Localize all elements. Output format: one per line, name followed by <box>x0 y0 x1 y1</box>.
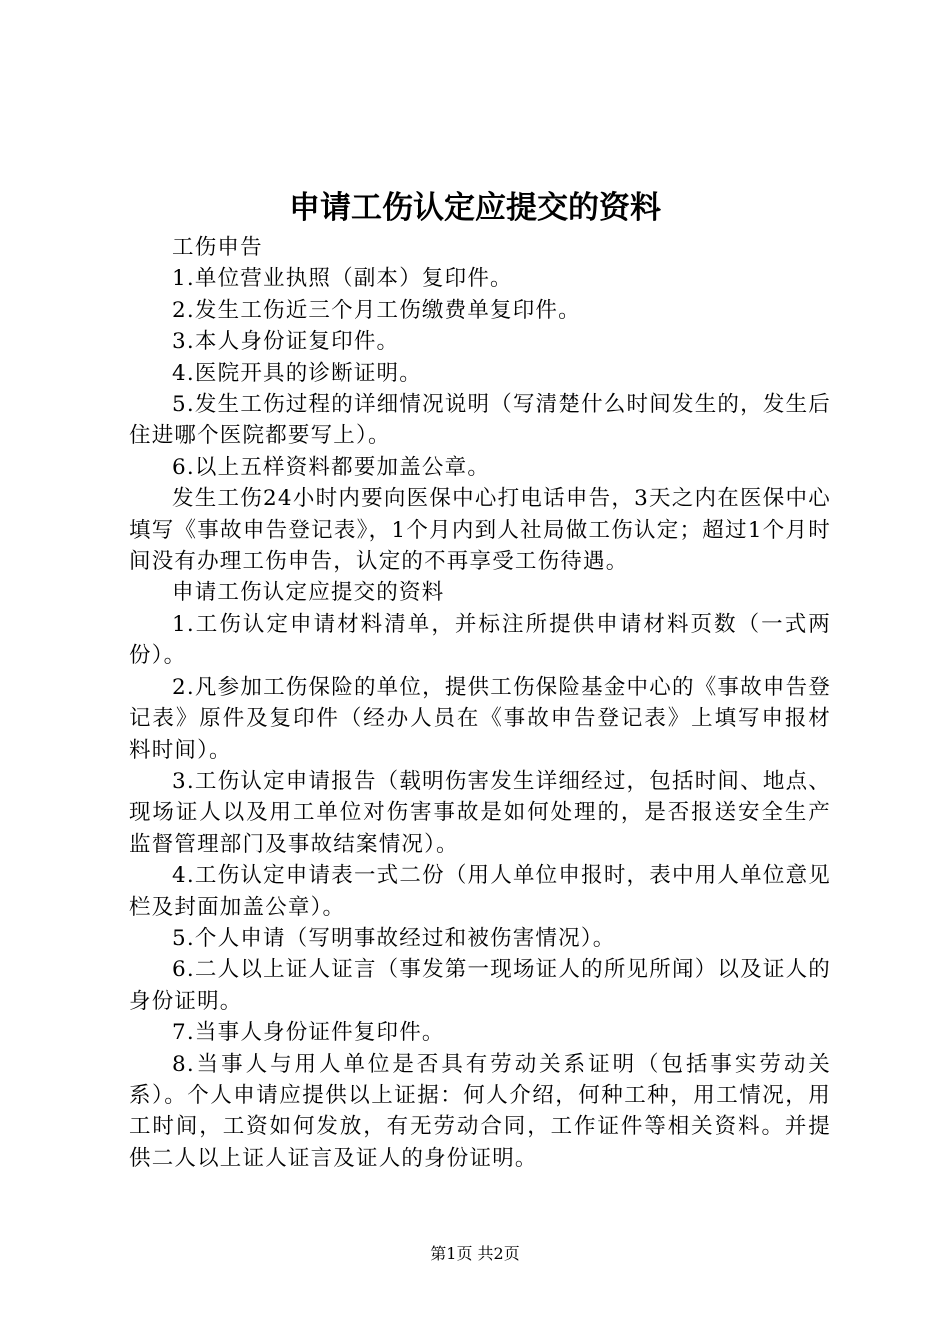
list-item: 6.以上五样资料都要加盖公章。 <box>172 454 491 480</box>
list-item: 6.二人以上证人证言（事发第一现场证人的所见所闻）以及证人的身份证明。 <box>129 957 831 1014</box>
list-item: 8.当事人与用人单位是否具有劳动关系证明（包括事实劳动关系）。个人申请应提供以上证据：何人介绍，何种工种，用工情况，用工时间，工资如何发放，有无劳动合同，工作证件等相关资料。并提供二人以上证人证言及证人的身份证明。 <box>129 1051 831 1171</box>
list-item: 4.医院开具的诊断证明。 <box>172 360 422 386</box>
list-item: 1.单位营业执照（副本）复印件。 <box>172 266 513 292</box>
list-item: 3.工伤认定申请报告（载明伤害发生详细经过，包括时间、地点、现场证人以及用工单位对伤害事故是如何处理的，是否报送安全生产监督管理部门及事故结案情况）。 <box>129 768 831 857</box>
list-item: 3.本人身份证复印件。 <box>172 329 400 355</box>
list-item: 2.凡参加工伤保险的单位，提供工伤保险基金中心的《事故申告登记表》原件及复印件（经办人员在《事故申告登记表》上填写申报材料时间）。 <box>129 674 831 763</box>
list-item: 5.发生工伤过程的详细情况说明（写清楚什么时间发生的，发生后住进哪个医院都要写上）。 <box>129 392 831 449</box>
list-item: 5.个人申请（写明事故经过和被伤害情况）。 <box>172 925 616 951</box>
document-title: 申请工伤认定应提交的资料 <box>289 190 661 226</box>
list-item: 4.工伤认定申请表一式二份（用人单位申报时，表中用人单位意见栏及封面加盖公章）。 <box>129 863 831 920</box>
section-heading-injury-report: 工伤申告 <box>172 235 263 260</box>
document-body <box>129 232 831 1174</box>
list-item: 2.发生工伤近三个月工伤缴费单复印件。 <box>172 297 581 323</box>
body-paragraph: 发生工伤24小时内要向医保中心打电话申告，3天之内在医保中心填写《事故申告登记表》，1个月内到人社局做工伤认定；超过1个月时间没有办理工伤申告，认定的不再享受工伤待遇。 <box>129 486 831 575</box>
list-item: 1.工伤认定申请材料清单，并标注所提供申请材料页数（一式两份）。 <box>129 611 831 669</box>
page-footer: 第1页 共2页 <box>430 1244 520 1263</box>
section-heading-materials: 申请工伤认定应提交的资料 <box>172 580 445 606</box>
list-item: 7.当事人身份证件复印件。 <box>172 1020 445 1046</box>
